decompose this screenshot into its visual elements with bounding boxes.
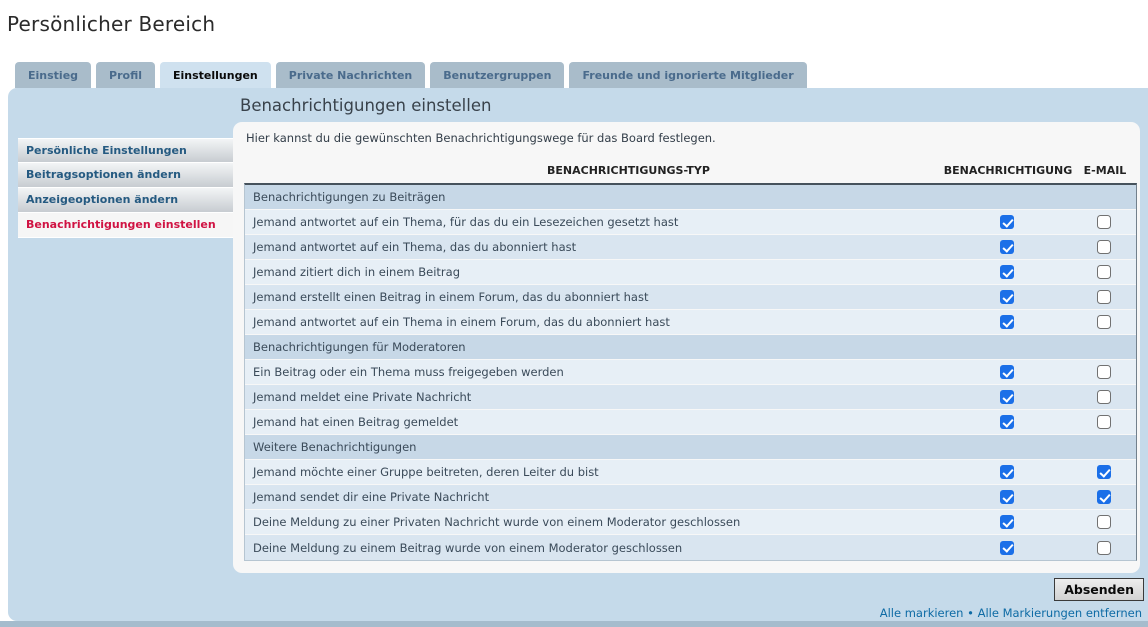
tab-einstellungen[interactable]: Einstellungen — [159, 61, 272, 88]
section-header-row — [245, 335, 1136, 360]
notification-label: Deine Meldung zu einer Privaten Nachricht wurde von einem Moderator geschlossen — [253, 515, 741, 529]
mark-all-link[interactable]: Alle markieren — [879, 606, 964, 620]
notification-label: Deine Meldung zu einem Beitrag wurde von einem Moderator geschlossen — [253, 540, 683, 555]
notification-label: Ein Beitrag oder ein Thema muss freigegeben werden — [253, 365, 564, 379]
column-header-type: BENACHRICHTIGUNGS-TYP — [547, 164, 710, 177]
email-checkbox[interactable] — [1097, 490, 1111, 504]
column-header-notification: BENACHRICHTIGUNG — [943, 164, 1073, 177]
notification-checkbox[interactable] — [1000, 315, 1014, 329]
notification-panel — [233, 122, 1140, 573]
email-checkbox[interactable] — [1097, 315, 1111, 329]
email-checkbox[interactable] — [1097, 465, 1111, 479]
email-checkbox[interactable] — [1097, 290, 1111, 304]
notification-checkbox[interactable] — [1000, 240, 1014, 254]
mark-links — [880, 606, 1142, 620]
email-checkbox[interactable] — [1097, 541, 1111, 555]
notification-row — [245, 485, 1136, 510]
notification-checkbox[interactable] — [1000, 365, 1014, 379]
notification-checkbox[interactable] — [1000, 265, 1014, 279]
notification-row — [245, 360, 1136, 385]
notification-checkbox[interactable] — [1000, 490, 1014, 504]
content-area — [8, 88, 1148, 621]
notification-label: Jemand meldet eine Private Nachricht — [253, 390, 472, 404]
unmark-all-link[interactable]: Alle Markierungen entfernen — [977, 606, 1142, 620]
notification-checkbox[interactable] — [1000, 390, 1014, 404]
notification-label: Jemand sendet dir eine Private Nachricht — [253, 490, 490, 504]
table-header-row — [244, 160, 1137, 181]
submit-button[interactable]: Absenden — [1054, 578, 1144, 601]
sidebar-item-anzeigeoptionen[interactable]: Anzeigeoptionen ändern — [18, 188, 233, 213]
section-title: Benachrichtigungen für Moderatoren — [253, 340, 466, 354]
notification-checkbox[interactable] — [1000, 515, 1014, 529]
link-separator: • — [967, 606, 974, 620]
tab-einstieg[interactable]: Einstieg — [14, 61, 92, 88]
notification-checkbox[interactable] — [1000, 290, 1014, 304]
notification-row — [245, 210, 1136, 235]
panel-description: Hier kannst du die gewünschten Benachrichtigungswege für das Board festlegen. — [246, 131, 716, 145]
notification-row — [245, 510, 1136, 535]
tab-freunde[interactable]: Freunde und ignorierte Mitglieder — [568, 61, 807, 88]
notification-checkbox[interactable] — [1000, 415, 1014, 429]
section-header-row — [245, 185, 1136, 210]
email-checkbox[interactable] — [1097, 415, 1111, 429]
column-header-email: E-MAIL — [1083, 164, 1127, 177]
notification-row — [245, 535, 1136, 560]
notification-label: Jemand antwortet auf ein Thema, das du abonniert hast — [253, 240, 577, 254]
notification-row — [245, 310, 1136, 335]
email-checkbox[interactable] — [1097, 265, 1111, 279]
sidebar-item-persoenliche-einstellungen[interactable]: Persönliche Einstellungen — [18, 138, 233, 163]
sidebar-item-benachrichtigungen[interactable]: Benachrichtigungen einstellen — [18, 213, 233, 238]
panel-heading: Benachrichtigungen einstellen — [240, 96, 492, 115]
notification-checkbox[interactable] — [1000, 215, 1014, 229]
section-header-row — [245, 435, 1136, 460]
email-checkbox[interactable] — [1097, 515, 1111, 529]
notification-label: Jemand antwortet auf ein Thema, für das du ein Lesezeichen gesetzt hast — [253, 215, 679, 229]
notification-row — [245, 385, 1136, 410]
notification-label: Jemand erstellt einen Beitrag in einem Forum, das du abonniert hast — [253, 290, 649, 304]
email-checkbox[interactable] — [1097, 240, 1111, 254]
email-checkbox[interactable] — [1097, 215, 1111, 229]
tab-bar — [14, 61, 811, 88]
notification-label: Jemand hat einen Beitrag gemeldet — [253, 415, 459, 429]
notification-label: Jemand möchte einer Gruppe beitreten, deren Leiter du bist — [253, 465, 599, 479]
notification-row — [245, 260, 1136, 285]
section-title: Weitere Benachrichtigungen — [253, 440, 417, 454]
notification-row — [245, 285, 1136, 310]
notification-label: Jemand antwortet auf ein Thema in einem Forum, das du abonniert hast — [253, 315, 670, 329]
page-title: Persönlicher Bereich — [7, 12, 216, 36]
tab-profil[interactable]: Profil — [95, 61, 156, 88]
notification-row — [245, 410, 1136, 435]
footer-bar — [0, 621, 1148, 627]
sidebar-item-beitragsoptionen[interactable]: Beitragsoptionen ändern — [18, 163, 233, 188]
notification-checkbox[interactable] — [1000, 465, 1014, 479]
email-checkbox[interactable] — [1097, 390, 1111, 404]
notification-checkbox[interactable] — [1000, 541, 1014, 555]
tab-benutzergruppen[interactable]: Benutzergruppen — [429, 61, 565, 88]
notification-row — [245, 235, 1136, 260]
ucp-sidebar — [18, 138, 233, 238]
notification-row — [245, 460, 1136, 485]
section-title: Benachrichtigungen zu Beiträgen — [253, 190, 446, 204]
tab-private-nachrichten[interactable]: Private Nachrichten — [275, 61, 426, 88]
notification-label: Jemand zitiert dich in einem Beitrag — [253, 265, 460, 279]
notification-table — [244, 183, 1137, 561]
email-checkbox[interactable] — [1097, 365, 1111, 379]
